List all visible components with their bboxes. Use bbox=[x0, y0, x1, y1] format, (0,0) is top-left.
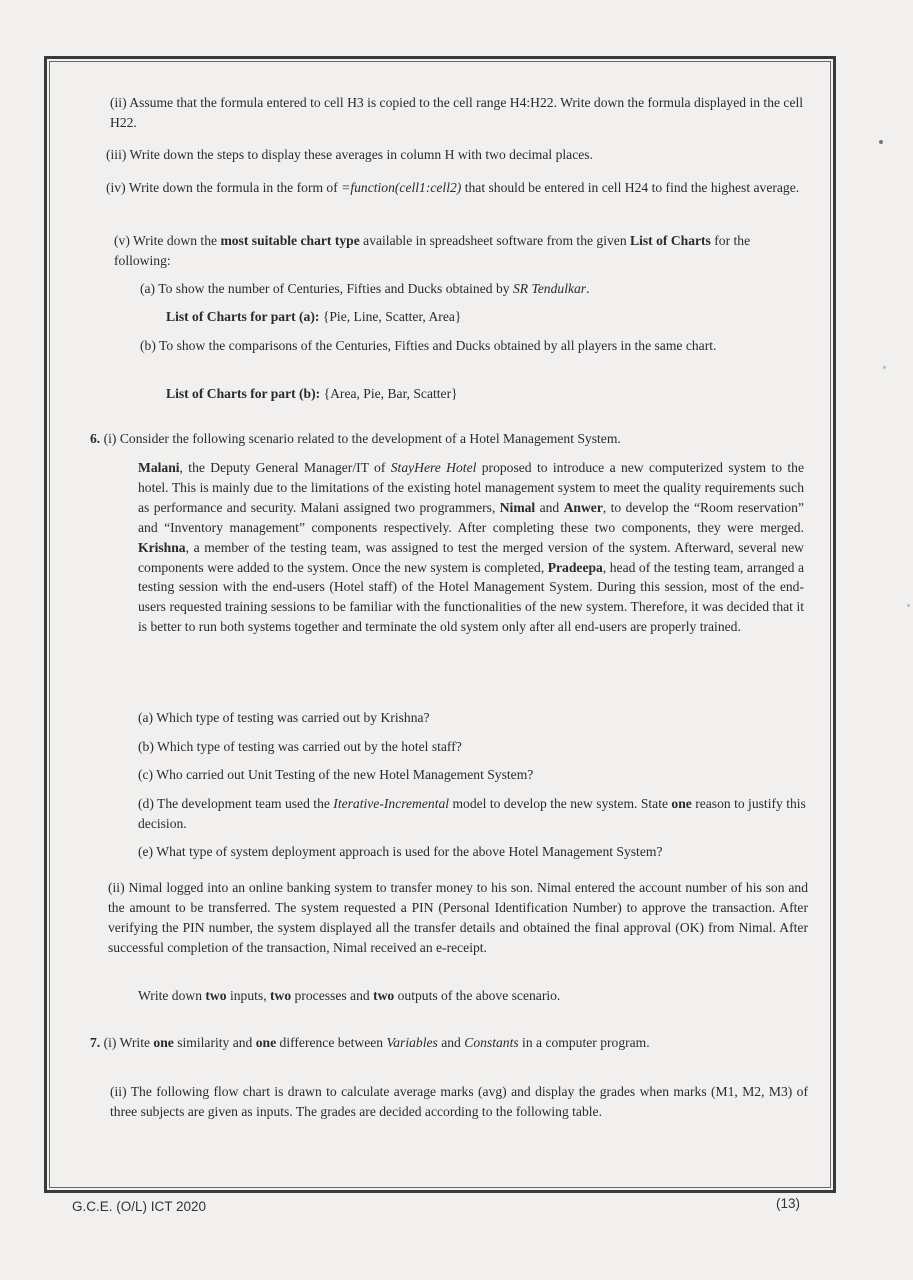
q6-intro: Consider the following scenario related to the development of a Hotel Management System. bbox=[119, 431, 621, 446]
q7-i-t4: and bbox=[437, 1035, 465, 1050]
q5-iii-text: Write down the steps to display these averages in column H with two decimal places. bbox=[129, 147, 593, 162]
q5-v-b-list-items: {Area, Pie, Bar, Scatter} bbox=[323, 386, 458, 401]
q5-v-a-player-name: SR Tendulkar bbox=[512, 281, 587, 296]
q6-d-text-post: reason to justify this decision. bbox=[138, 796, 806, 831]
scenario-name-malani: Malani bbox=[138, 460, 180, 475]
q7-number: 7. bbox=[90, 1035, 101, 1050]
scenario-text-2: proposed to introduce a new computerized system to the hotel. This is mainly due to the limitations of the existing hotel management system to meet the quality requirements such as performance and security. Malani assigned two programmers, bbox=[138, 460, 804, 515]
scenario-text-3: and bbox=[535, 499, 564, 515]
q5-v-b-chart-list bbox=[166, 384, 766, 404]
q6-a-label: (a) bbox=[138, 710, 154, 725]
scenario-name-nimal: Nimal bbox=[499, 499, 536, 515]
q5-v-b-list-label: List of Charts for part (b): bbox=[166, 386, 321, 401]
q6-d-text-pre: The development team used the bbox=[157, 796, 334, 811]
q7-i-variables: Variables bbox=[386, 1035, 438, 1050]
q7-i-bold-one-1: one bbox=[153, 1035, 174, 1050]
scenario-name-pradeepa: Pradeepa bbox=[547, 559, 603, 575]
q5-iii-number: (iii) bbox=[106, 147, 127, 162]
q5-v-a-text: To show the number of Centuries, Fifties and Ducks obtained by bbox=[158, 281, 513, 296]
q6-d-label: (d) bbox=[138, 796, 154, 811]
q5-iii bbox=[106, 145, 806, 165]
q6-d-bold-one: one bbox=[671, 796, 692, 811]
q6-ii-task-bold-two-3: two bbox=[373, 988, 395, 1003]
q6-d-text-mid: model to develop the new system. State bbox=[449, 796, 672, 811]
q6-b-text: Which type of testing was carried out by the hotel staff? bbox=[157, 739, 462, 754]
scenario-text-4: , to develop the “Room reservation” and “Inventory management” components respectively. After completing these two components, they were merged. bbox=[138, 499, 805, 535]
scenario-name-anwer: Anwer bbox=[563, 499, 603, 515]
q6-scenario bbox=[138, 458, 804, 637]
q7-i-t5: in a computer program. bbox=[518, 1035, 650, 1050]
q6-ii-task-t4: outputs of the above scenario. bbox=[394, 988, 561, 1003]
footer-exam-title: G.C.E. (O/L) ICT 2020 bbox=[72, 1199, 207, 1214]
q6-ii bbox=[108, 878, 808, 958]
q7-i-t3: difference between bbox=[276, 1035, 387, 1050]
scenario-text-5: , a member of the testing team, was assigned to test the merged version of the system. Afterward, several new components were added to the system. Once the new system is completed, bbox=[138, 539, 804, 575]
q6-ii-task-bold-two-1: two bbox=[205, 988, 227, 1003]
q5-v-a-list-label: List of Charts for part (a): bbox=[166, 309, 320, 324]
q5-v-a-chart-list bbox=[166, 307, 766, 327]
q6-ii-task-t3: processes and bbox=[291, 988, 374, 1003]
q6-a-text: Which type of testing was carried out by Krishna? bbox=[156, 710, 430, 725]
q6-c bbox=[138, 765, 808, 785]
q5-v-a bbox=[140, 279, 810, 299]
q5-v-a-label: (a) bbox=[140, 281, 156, 296]
q6-d bbox=[138, 794, 810, 834]
q5-v-a-text-post: . bbox=[586, 281, 590, 296]
q5-v-a-list-items: {Pie, Line, Scatter, Area} bbox=[322, 309, 462, 324]
q5-v-b bbox=[140, 336, 810, 356]
q6-e-text: What type of system deployment approach is used for the above Hotel Management System? bbox=[156, 844, 663, 859]
scenario-hotel-name: StayHere Hotel bbox=[390, 460, 477, 475]
q6-i-number: (i) bbox=[103, 431, 117, 446]
q6-a bbox=[138, 708, 808, 728]
scan-mark bbox=[883, 366, 886, 369]
q5-iv-text-pre: Write down the formula in the form of bbox=[128, 180, 342, 195]
q5-iv-formula: =function(cell1:cell2) bbox=[341, 180, 462, 195]
q6-number: 6. bbox=[90, 431, 101, 446]
scan-mark bbox=[879, 140, 883, 144]
q5-ii-number: (ii) bbox=[110, 95, 127, 110]
q5-v-text-mid: available in spreadsheet software from the given bbox=[359, 233, 631, 248]
q7-i-number: (i) bbox=[103, 1035, 117, 1050]
q7-ii-text: The following flow chart is drawn to calculate average marks (avg) and display the grades when marks (M1, M2, M3) of three subjects are given as inputs. The grades are decided according to the following table. bbox=[110, 1084, 808, 1119]
q5-v-text-pre: Write down the bbox=[133, 233, 221, 248]
scenario-name-krishna: Krishna bbox=[138, 539, 186, 555]
q6-c-label: (c) bbox=[138, 767, 154, 782]
q6-d-model: Iterative-Incremental bbox=[333, 796, 450, 811]
q6-c-text: Who carried out Unit Testing of the new Hotel Management System? bbox=[156, 767, 534, 782]
q5-iv-number: (iv) bbox=[106, 180, 126, 195]
q7-ii bbox=[110, 1082, 808, 1122]
q6-ii-text: Nimal logged into an online banking system to transfer money to his son. Nimal entered the account number of his son and the amount to be transferred. The system requested a PIN (Personal Identification Number) to approve the transaction. After verifying the PIN number, the system displayed all the transfer details and obtained the final approval (OK) from Nimal. After successful completion of the transaction, Nimal received an e-receipt. bbox=[108, 880, 808, 955]
q7-ii-number: (ii) bbox=[110, 1084, 127, 1099]
q5-ii bbox=[110, 93, 810, 133]
q5-iv bbox=[106, 178, 806, 198]
q5-v-bold-chart-type: most suitable chart type bbox=[220, 233, 360, 248]
q6-b bbox=[138, 737, 808, 757]
q7-i-bold-one-2: one bbox=[255, 1035, 277, 1050]
q6-ii-task-t1: Write down bbox=[138, 988, 206, 1003]
footer-page-number: (13) bbox=[776, 1196, 801, 1211]
q5-v-text-post: for the following: bbox=[114, 233, 751, 268]
scenario-text-6: , head of the testing team, arranged a testing session with the end-users (Hotel staff) of the Hotel Management System. During this session, most of the end-users requested training sessions to be familiar with the functionalities of the new system. Therefore, it was decided that it is better to run both systems together and terminate the old system only after all end-users are properly trained. bbox=[138, 559, 804, 635]
scan-mark bbox=[907, 604, 910, 607]
q6-b-label: (b) bbox=[138, 739, 154, 754]
q5-iv-text-post: that should be entered in cell H24 to find the highest average. bbox=[461, 180, 800, 195]
q6-e bbox=[138, 842, 818, 862]
q6-i bbox=[90, 429, 810, 449]
q6-ii-task-bold-two-2: two bbox=[270, 988, 292, 1003]
q6-ii-task bbox=[138, 986, 808, 1006]
q5-v-b-label: (b) bbox=[140, 338, 156, 353]
q7-i bbox=[90, 1033, 808, 1053]
q5-v bbox=[114, 231, 808, 271]
q5-v-b-text: To show the comparisons of the Centuries, Fifties and Ducks obtained by all players in the same chart. bbox=[159, 338, 717, 353]
q7-i-constants: Constants bbox=[464, 1035, 519, 1050]
scenario-text-1: , the Deputy General Manager/IT of bbox=[179, 460, 391, 475]
q6-ii-task-t2: inputs, bbox=[226, 988, 270, 1003]
q6-ii-number: (ii) bbox=[108, 880, 125, 895]
q5-ii-text: Assume that the formula entered to cell H3 is copied to the cell range H4:H22. Write down the formula displayed in the cell H22. bbox=[110, 95, 804, 130]
q6-e-label: (e) bbox=[138, 844, 154, 859]
q5-v-bold-list: List of Charts bbox=[630, 233, 711, 248]
q5-v-number: (v) bbox=[114, 233, 130, 248]
q7-i-t2: similarity and bbox=[173, 1035, 256, 1050]
q7-i-t1: Write bbox=[119, 1035, 154, 1050]
